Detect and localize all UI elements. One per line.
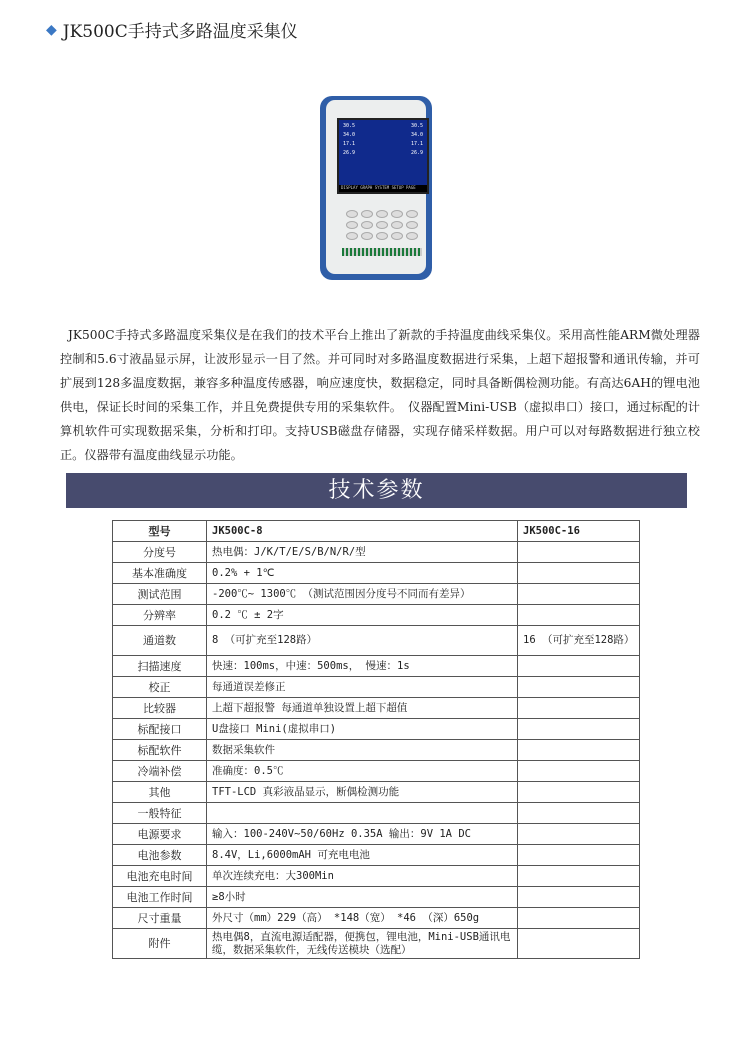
table-row <box>113 521 640 542</box>
spec-label: 测试范围 <box>113 584 207 605</box>
spec-value <box>518 824 640 845</box>
spec-value: 0.2% + 1℃ <box>207 563 518 584</box>
reading: 30.5 <box>410 123 423 129</box>
page-title <box>46 17 298 42</box>
reading: 30.5 <box>343 123 356 129</box>
spec-value: 0.2 ℃ ± 2字 <box>207 605 518 626</box>
spec-label: 校正 <box>113 677 207 698</box>
spec-value <box>518 698 640 719</box>
table-row <box>113 563 640 584</box>
table-row <box>113 866 640 887</box>
spec-value <box>518 584 640 605</box>
spec-value <box>518 761 640 782</box>
spec-label: 标配接口 <box>113 719 207 740</box>
spec-value: 准确度：0.5℃ <box>207 761 518 782</box>
keypad <box>346 210 418 240</box>
table-row <box>113 605 640 626</box>
spec-value <box>207 803 518 824</box>
table-row <box>113 761 640 782</box>
reading: 17.1 <box>343 141 356 147</box>
table-row <box>113 542 640 563</box>
diamond-icon: ◆ <box>46 21 57 38</box>
spec-value: 8 （可扩充至128路） <box>207 626 518 656</box>
spec-label: 电池充电时间 <box>113 866 207 887</box>
spec-value: 热电偶：J/K/T/E/S/B/N/R/型 <box>207 542 518 563</box>
spec-value: ≥8小时 <box>207 887 518 908</box>
spec-label: 冷端补偿 <box>113 761 207 782</box>
reading: 34.0 <box>410 132 423 138</box>
spec-value <box>518 929 640 959</box>
screen-menu: DISPLAY GRAPH SYSTEM SETUP PAGE <box>339 185 427 192</box>
spec-value: 每通道误差修正 <box>207 677 518 698</box>
device-screen <box>337 118 429 194</box>
device-body <box>326 100 426 274</box>
spec-label: 分度号 <box>113 542 207 563</box>
table-row <box>113 845 640 866</box>
spec-value: 热电偶8，直流电源适配器，便携包，锂电池，Mini-USB通讯电缆，数据采集软件，无线传送模块（选配） <box>207 929 518 959</box>
spec-label: 型号 <box>113 521 207 542</box>
spec-value: 单次连续充电：大300Min <box>207 866 518 887</box>
spec-label: 其他 <box>113 782 207 803</box>
spec-value <box>518 719 640 740</box>
description: JK500C手持式多路温度采集仪是在我们的技术平台上推出了新款的手持温度曲线采集仪。采用高性能ARM微处理器控制和5.6寸液晶显示屏，让波形显示一目了然。并可同时对多路温度数据进行采集，上超下超报警和通讯传输，并可扩展到128多温度数据，兼容多种温度传感器，响应速度快，数据稳定，同时具备断偶检测功能。有高达6AH的锂电池供电，保证长时间的采集工作，并且免费提供专用的采集软件。 仪器配置Mini-USB（虚拟串口）接口，通过标配的计算机软件可实现数据采集，分析和打印。支持USB磁盘存储器，实现存储采样数据。用户可以对每路数据进行独立校正。仪器带有温度曲线显示功能。 <box>60 328 700 462</box>
title-text: JK500C手持式多路温度采集仪 <box>62 22 298 42</box>
spec-value: 数据采集软件 <box>207 740 518 761</box>
spec-value <box>518 845 640 866</box>
spec-value: 输入：100-240V~50/60Hz 0.35A 输出：9V 1A DC <box>207 824 518 845</box>
spec-label: 基本准确度 <box>113 563 207 584</box>
spec-value: 8.4V，Li,6000mAH 可充电电池 <box>207 845 518 866</box>
spec-value <box>518 542 640 563</box>
spec-label: 电池工作时间 <box>113 887 207 908</box>
spec-label: 尺寸重量 <box>113 908 207 929</box>
table-row <box>113 908 640 929</box>
reading: 34.0 <box>343 132 356 138</box>
table-row <box>113 656 640 677</box>
spec-label: 分辨率 <box>113 605 207 626</box>
spec-value <box>518 677 640 698</box>
spec-value: 16 （可扩充至128路） <box>518 626 640 656</box>
spec-label: 电源要求 <box>113 824 207 845</box>
spec-value: 快速：100ms，中速：500ms， 慢速：1s <box>207 656 518 677</box>
spec-value: 上超下超报警 每通道单独设置上超下超值 <box>207 698 518 719</box>
spec-value: -200℃~ 1300℃ （测试范围因分度号不同而有差异） <box>207 584 518 605</box>
spec-value: 外尺寸（mm）229（高） *148（宽） *46 （深）650g <box>207 908 518 929</box>
table-row <box>113 887 640 908</box>
spec-value <box>518 887 640 908</box>
spec-label: 比较器 <box>113 698 207 719</box>
spec-value <box>518 563 640 584</box>
table-row <box>113 740 640 761</box>
table-row <box>113 782 640 803</box>
spec-value <box>518 605 640 626</box>
spec-value: JK500C-8 <box>207 521 518 542</box>
connector-strip <box>342 248 422 256</box>
spec-table <box>112 520 640 959</box>
spec-value: TFT-LCD 真彩液晶显示，断偶检测功能 <box>207 782 518 803</box>
spec-label: 标配软件 <box>113 740 207 761</box>
spec-value <box>518 740 640 761</box>
spec-label: 扫描速度 <box>113 656 207 677</box>
product-image <box>320 96 432 280</box>
reading: 26.9 <box>343 150 356 156</box>
spec-value <box>518 866 640 887</box>
section-banner: 技术参数 <box>66 473 687 508</box>
spec-label: 电池参数 <box>113 845 207 866</box>
reading: 17.1 <box>410 141 423 147</box>
reading: 26.9 <box>410 150 423 156</box>
table-row <box>113 803 640 824</box>
table-row <box>113 824 640 845</box>
spec-label: 通道数 <box>113 626 207 656</box>
spec-label: 附件 <box>113 929 207 959</box>
table-row <box>113 677 640 698</box>
table-row <box>113 626 640 656</box>
table-row <box>113 698 640 719</box>
spec-value <box>518 803 640 824</box>
spec-value <box>518 656 640 677</box>
spec-value: JK500C-16 <box>518 521 640 542</box>
table-row <box>113 584 640 605</box>
spec-value: U盘接口 Mini(虚拟串口) <box>207 719 518 740</box>
spec-value <box>518 908 640 929</box>
spec-value <box>518 782 640 803</box>
table-row <box>113 719 640 740</box>
spec-label: 一般特征 <box>113 803 207 824</box>
table-row <box>113 929 640 959</box>
